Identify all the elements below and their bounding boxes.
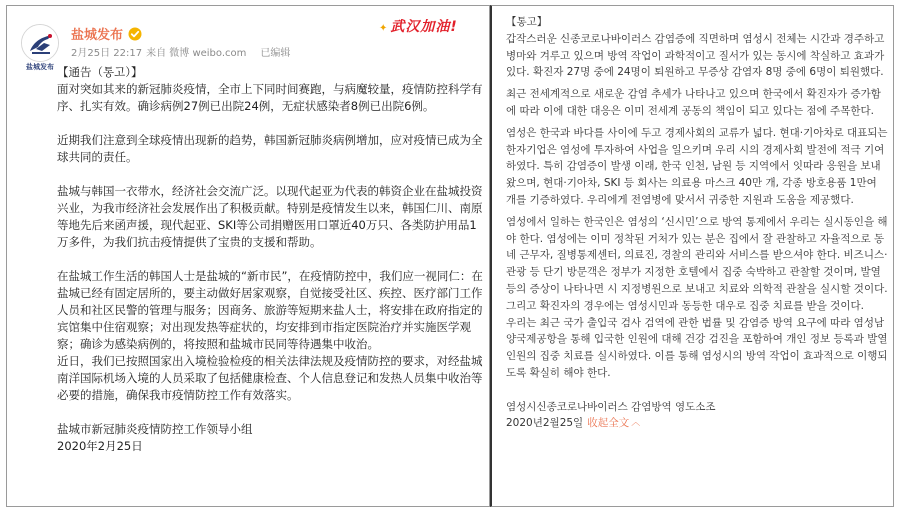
paragraph: 近期我们注意到全球疫情出现新的趋势，韩国新冠肺炎病例增加，应对疫情已成为全球共同的责任。: [57, 133, 483, 164]
korean-post-panel: [490, 5, 894, 507]
collapse-label: 收起全文: [587, 417, 630, 430]
notice-title: 【通告（통고）】: [57, 65, 143, 79]
post-body: [57, 64, 485, 455]
sparkle-icon: ✦: [379, 23, 389, 34]
crane-logo-icon: [22, 25, 59, 62]
chevron-up-icon: ︿: [631, 418, 641, 429]
sign-row: [506, 415, 888, 432]
paragraph: 염성에서 일하는 한국인은 염성의 ‘신시민’으로 방역 통제에서 우리는 실시동인을 해야 한다. 염성에는 이미 정착된 거처가 있는 분은 집에서 잘 관찰하고 자율적으로 동네 근무자, 질병통제센터, 의료진, 경찰의 관리와 서비스를 받으셔야 한다. 비즈니스·관광 등 단기 방문객은 정부가 지정한 호텔에서 집중 숙박하고 관찰할 것이며, 발열 등의 증상이 나타나면 시 지정병원으로 보내고 치료와 의학적 관찰을 실시할 것이다. 그리고 확진자의 경우에는 염성시민과 동등한 대우로 집중 치료를 받을 것이다.: [506, 215, 888, 312]
collapse-text-button[interactable]: [587, 415, 640, 432]
avatar[interactable]: [21, 24, 59, 62]
paragraph: 우리는 최근 국가 출입국 검사 검역에 관한 법률 및 감염증 방역 요구에 따라 염성남양국제공항을 통해 입국한 인원에 대해 건강 검진을 포함하여 개인 정보 등록과 발열 인원의 집중 치료를 실시하였다. 이를 통해 염성시의 방역 작업이 효과적으로 이행되도록 확실히 해야 한다.: [506, 316, 888, 379]
avatar-caption: 盐城发布: [26, 63, 54, 71]
signature: 염성시신종코로나바이러스 감염방역 영도소조: [506, 400, 716, 413]
account-name-link[interactable]: 盐城发布: [71, 28, 124, 43]
paragraph: 최근 전세계적으로 새로운 감염 추세가 나타나고 있으며 한국에서 확진자가 증가함에 따라 이에 대한 대응은 이미 전세계 공동의 책임이 되고 있다는 점에 주목한다.: [506, 88, 881, 117]
post-source-link[interactable]: 来自 微博 weibo.com: [146, 48, 247, 59]
paragraph: 盐城与韩国一衣带水，经济社会交流广泛。以现代起亚为代表的韩资企业在盐城投资兴业，为我市经济社会发展作出了积极贡献。特别是疫情发生以来，韩国仁川、南原等地先后来函声援，现代起亚、SKI等公司捐赠医用口罩近40万只、各类防护用品1万多件，为我们抗击疫情提供了宝贵的支援和帮助。: [57, 184, 483, 249]
signature: 盐城市新冠肺炎疫情防控工作领导小组: [57, 422, 253, 436]
banner-text: 武汉加油!: [390, 19, 458, 35]
paragraph: 염성은 한국과 바다를 사이에 두고 경제사회의 교류가 넓다. 현대·기아차로 대표되는 한자기업은 염성에 투자하여 사업을 일으키며 우리 시의 경제사회 발전에 적극 기여하였다. 특히 감염증이 발생 이래, 한국 인천, 남원 등 지역에서 잇따라 응원을 보내왔으며, 현대·기아차, SKI 등 회사는 의료용 마스크 40만 개, 각종 방호용품 1만여 개를 기증하였다. 우리에게 전염병에 맞서서 귀중한 지원과 도움을 제공했다.: [506, 126, 888, 206]
edited-label[interactable]: 已编辑: [260, 48, 291, 59]
sign-date: 2020年2月25日: [57, 439, 143, 453]
korean-body: [506, 14, 888, 432]
account-row: [71, 24, 142, 43]
paragraph: 在盐城工作生活的韩国人士是盐城的“新市民”，在疫情防控中，我们应一视同仁：在盐城已经有固定居所的，要主动做好居家观察，自觉接受社区、疾控、医疗部门工作人员和社区民警的管理与服务；因商务、旅游等短期来盐人士，将安排在政府指定的宾馆集中住宿观察；对出现发热等症状的，均安排到市指定医院治疗并实施医学观察；确诊为感染病例的，将按照和盐城市民同等待遇集中收治。: [57, 269, 483, 351]
paragraph: 近日，我们已按照国家出入境检验检疫的相关法律法规及疫情防控的要求，对经盐城南洋国际机场入境的人员采取了包括健康检查、个人信息登记和发热人员集中收治等必要的措施，确保我市疫情防控工作有效落实。: [57, 354, 483, 402]
chinese-post-panel: [6, 5, 490, 507]
paragraph: 갑작스러운 신종코로나바이러스 감염증에 직면하며 염성시 전체는 시간과 경주하고 병마와 겨루고 있으며 방역 작업이 과학적이고 질서가 있는 동시에 착실하고 효과가 있다. 확진자 27명 중에 24명이 퇴원하고 무증상 감염자 8명 중에 6명이 퇴원했다.: [506, 32, 885, 79]
post-meta: [71, 44, 290, 59]
paragraph: 面对突如其来的新冠肺炎疫情，全市上下同时间赛跑，与病魔较量，疫情防控科学有序、扎实有效。确诊病例27例已出院24例，无症状感染者8例已出院6例。: [57, 82, 483, 113]
wuhan-banner: [379, 16, 458, 36]
notice-title: 【통고】: [506, 16, 548, 28]
sign-date: 2020년2월25일: [506, 417, 584, 430]
verified-badge-icon: [128, 27, 142, 41]
post-time-link[interactable]: 2月25日 22:17: [71, 48, 143, 59]
